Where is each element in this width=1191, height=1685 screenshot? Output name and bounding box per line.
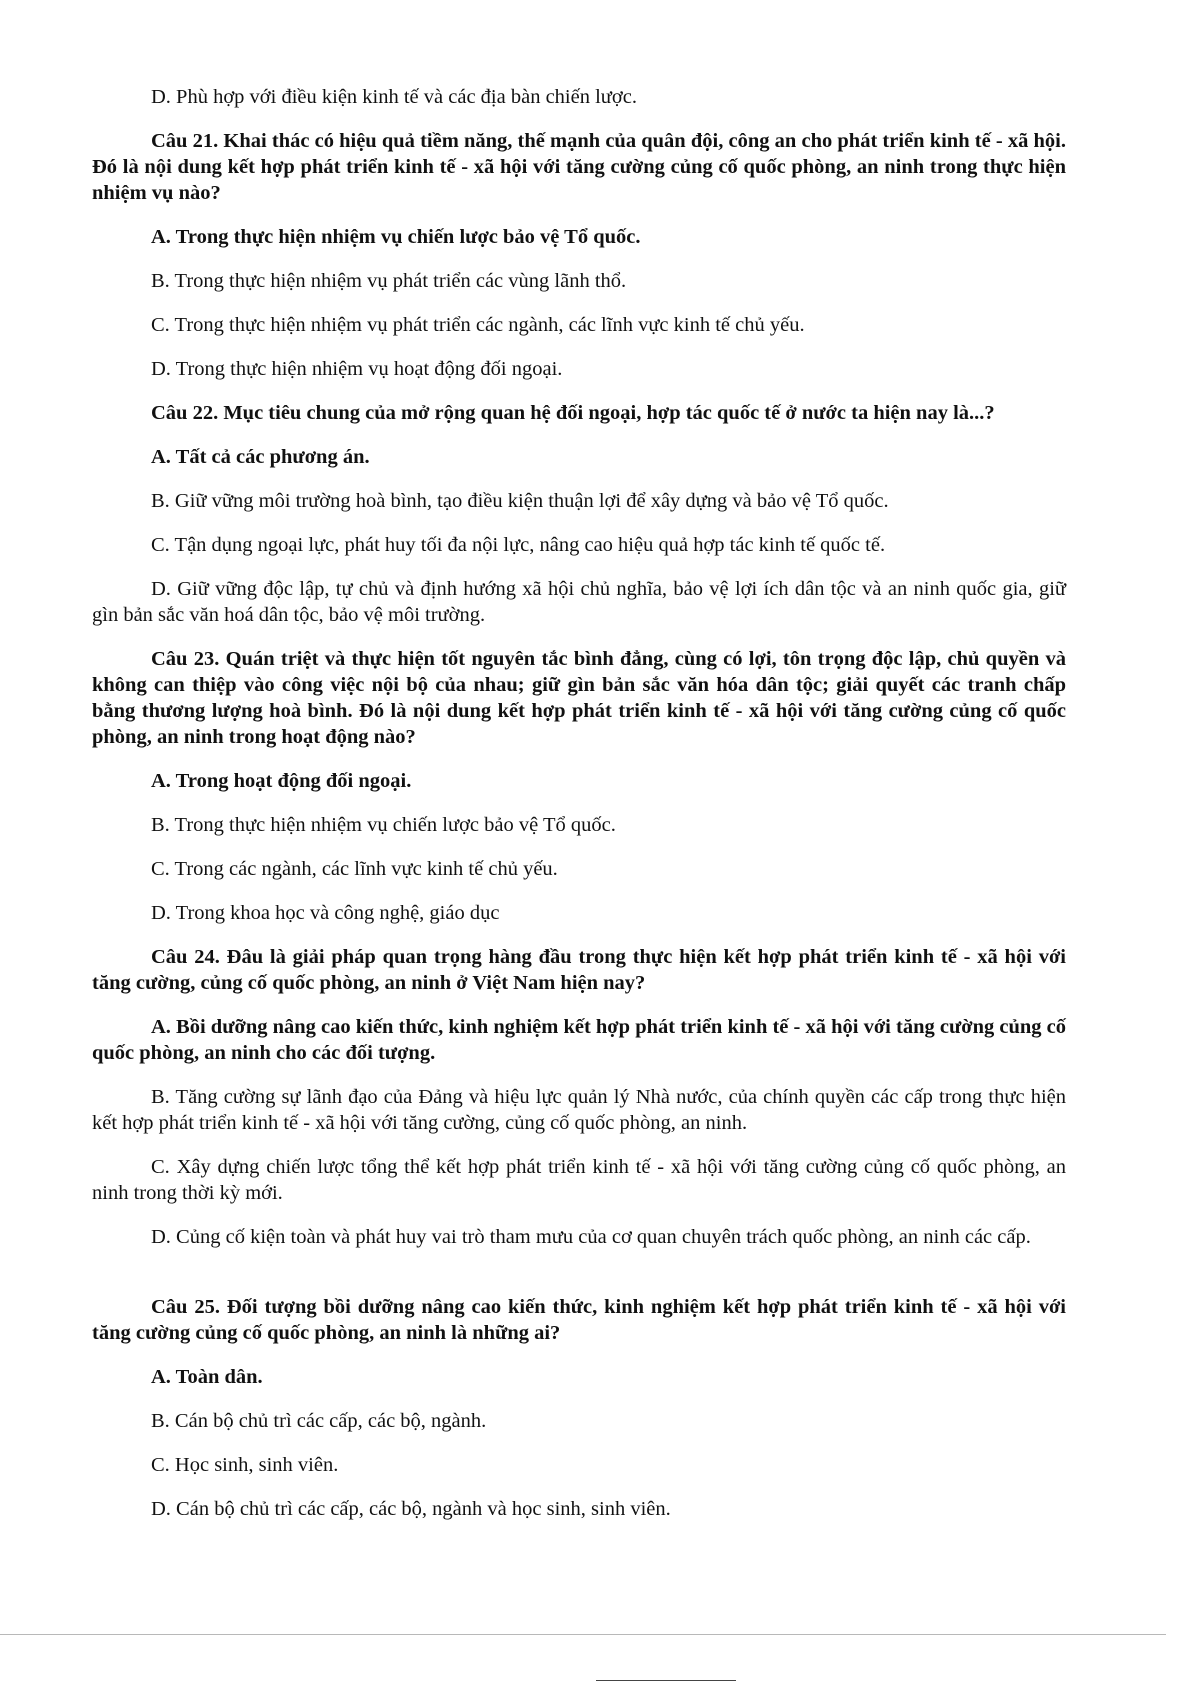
q20-option-d: D. Phù hợp với điều kiện kinh tế và các địa bàn chiến lược.	[151, 86, 637, 108]
q25-option-d: D. Cán bộ chủ trì các cấp, các bộ, ngành và học sinh, sinh viên.	[151, 1498, 671, 1520]
q22-option-d: D. Giữ vững độc lập, tự chủ và định hướng xã hội chủ nghĩa, bảo vệ lợi ích dân tộc và an ninh quốc gia, giữ gìn bản sắc văn hoá dân tộc, bảo vệ môi trường.	[92, 578, 1066, 626]
q21-option-a: A. Trong thực hiện nhiệm vụ chiến lược bảo vệ Tổ quốc.	[151, 226, 641, 248]
question-25: Câu 25. Đối tượng bồi dưỡng nâng cao kiến thức, kinh nghiệm kết hợp phát triển kinh tế - xã hội với tăng cường củng cố quốc phòng, an ninh là những ai?	[92, 1296, 1066, 1344]
document-page	[92, 84, 1066, 1522]
q23-option-c: C. Trong các ngành, các lĩnh vực kinh tế chủ yếu.	[151, 858, 558, 880]
q21-option-c: C. Trong thực hiện nhiệm vụ phát triển các ngành, các lĩnh vực kinh tế chủ yếu.	[151, 314, 805, 336]
q23-option-a: A. Trong hoạt động đối ngoại.	[151, 770, 412, 792]
q24-option-c: C. Xây dựng chiến lược tổng thể kết hợp phát triển kinh tế - xã hội với tăng cường củng cố quốc phòng, an ninh trong thời kỳ mới.	[92, 1156, 1066, 1204]
q25-option-b: B. Cán bộ chủ trì các cấp, các bộ, ngành.	[151, 1410, 487, 1432]
question-24: Câu 24. Đâu là giải pháp quan trọng hàng đầu trong thực hiện kết hợp phát triển kinh tế - xã hội với tăng cường, củng cố quốc phòng, an ninh ở Việt Nam hiện nay?	[92, 946, 1066, 994]
q25-option-a: A. Toàn dân.	[151, 1366, 263, 1388]
q21-option-d: D. Trong thực hiện nhiệm vụ hoạt động đối ngoại.	[151, 358, 563, 380]
question-21: Câu 21. Khai thác có hiệu quả tiềm năng, thế mạnh của quân đội, công an cho phát triển kinh tế - xã hội. Đó là nội dung kết hợp phát triển kinh tế - xã hội với tăng cường củng cố quốc phòng, an ninh trong thực hiện nhiệm vụ nào?	[92, 130, 1066, 204]
footer-mark	[596, 1680, 736, 1681]
question-23: Câu 23. Quán triệt và thực hiện tốt nguyên tắc bình đẳng, cùng có lợi, tôn trọng độc lập, chủ quyền và không can thiệp vào công việc nội bộ của nhau; giữ gìn bản sắc văn hóa dân tộc; giải quyết các tranh chấp bằng thương lượng hoà bình. Đó là nội dung kết hợp phát triển kinh tế - xã hội với tăng cường củng cố quốc phòng, an ninh trong hoạt động nào?	[92, 648, 1066, 748]
q25-option-c: C. Học sinh, sinh viên.	[151, 1454, 339, 1476]
q24-option-a: A. Bồi dưỡng nâng cao kiến thức, kinh nghiệm kết hợp phát triển kinh tế - xã hội với tăng cường củng cố quốc phòng, an ninh cho các đối tượng.	[92, 1016, 1066, 1064]
q24-option-d: D. Củng cố kiện toàn và phát huy vai trò tham mưu của cơ quan chuyên trách quốc phòng, an ninh các cấp.	[151, 1226, 1031, 1248]
question-22: Câu 22. Mục tiêu chung của mở rộng quan hệ đối ngoại, hợp tác quốc tế ở nước ta hiện nay là...?	[151, 402, 995, 424]
q21-option-b: B. Trong thực hiện nhiệm vụ phát triển các vùng lãnh thổ.	[151, 270, 627, 292]
footer-divider	[0, 1634, 1166, 1635]
q22-option-c: C. Tận dụng ngoại lực, phát huy tối đa nội lực, nâng cao hiệu quả hợp tác kinh tế quốc tế.	[151, 534, 886, 556]
q23-option-b: B. Trong thực hiện nhiệm vụ chiến lược bảo vệ Tổ quốc.	[151, 814, 616, 836]
q22-option-a: A. Tất cả các phương án.	[151, 446, 370, 468]
q23-option-d: D. Trong khoa học và công nghệ, giáo dục	[151, 902, 500, 924]
q24-option-b: B. Tăng cường sự lãnh đạo của Đảng và hiệu lực quản lý Nhà nước, của chính quyền các cấp trong thực hiện kết hợp phát triển kinh tế - xã hội với tăng cường, củng cố quốc phòng, an ninh.	[92, 1086, 1066, 1134]
q22-option-b: B. Giữ vững môi trường hoà bình, tạo điều kiện thuận lợi để xây dựng và bảo vệ Tổ quốc.	[151, 490, 889, 512]
